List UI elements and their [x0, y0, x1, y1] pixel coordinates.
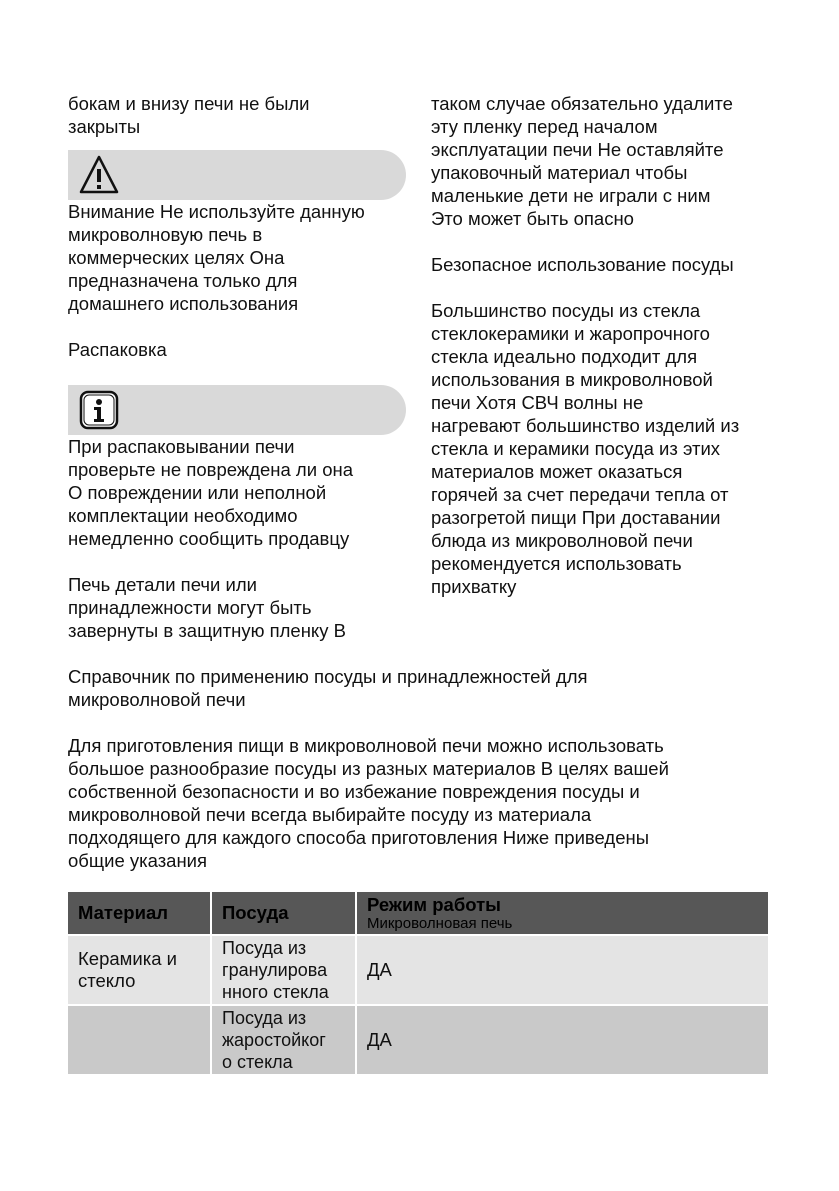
cell-dishes: Посуда из гранулирова нного стекла: [211, 935, 356, 1005]
warning-triangle-icon: [78, 154, 120, 196]
right-column: [431, 92, 776, 598]
header-mode-sub: Микроволновая печь: [367, 915, 513, 932]
table-row: [68, 1005, 769, 1074]
section-heading-unpacking: Распаковка: [68, 339, 167, 360]
paragraph: таком случае обязательно удалите эту пленку перед началом эксплуатации печи Не оставляйте упаковочный материал чтобы маленькие дети не играли с ним Это может быть опасно: [431, 93, 733, 229]
warning-banner: [68, 150, 406, 200]
header-mode-title: Режим работы: [367, 894, 501, 915]
section-heading-guide: Справочник по применению посуды и принадлежностей для микроволновой печи: [68, 666, 588, 710]
cell-microwave: ДА: [356, 1005, 769, 1074]
section-heading-safe-use: Безопасное использование посуды: [431, 254, 734, 275]
header-dishes: Посуда: [211, 892, 356, 935]
info-banner: [68, 385, 406, 435]
header-mode: [356, 892, 769, 935]
table-row: [68, 935, 769, 1005]
header-material: Материал: [68, 892, 211, 935]
paragraph: Для приготовления пищи в микроволновой печи можно использовать большое разнообразие посуды из разных материалов В целях вашей собственной безопасности и во избежание повреждения посуды и микроволновой печи всегда выбирайте посуду из материала подходящего для каждого способа приготовления Ниже приведены общие указания: [68, 735, 669, 871]
left-column: [68, 92, 413, 642]
cookware-table: [68, 892, 770, 1074]
cell-microwave: ДА: [356, 935, 769, 1005]
paragraph: Большинство посуды из стекла стеклокерамики и жаропрочного стекла идеально подходит для использования в микроволновой печи Хотя СВЧ волны не нагревают большинство изделий из стекла и керамики посуда из этих материалов может оказаться горячей за счет передачи тепла от разогретой пищи При доставании блюда из микроволновой печи рекомендуется использовать прихватку: [431, 300, 740, 597]
cell-dishes: Посуда из жаростойког о стекла: [211, 1005, 356, 1074]
cell-material: [68, 1005, 211, 1074]
full-width-section: [68, 665, 768, 872]
paragraph: бокам и внизу печи не были закрыты: [68, 93, 310, 137]
info-icon: [78, 389, 120, 431]
table-header-row: [68, 892, 769, 935]
warning-text: Внимание Не используйте данную микроволновую печь в коммерческих целях Она предназначена только для домашнего использования: [68, 201, 365, 314]
cell-material: Керамика и стекло: [68, 935, 211, 1005]
unpacking-text: При распаковывании печи проверьте не повреждена ли она О повреждении или неполной комплектации необходимо немедленно сообщить продавцу: [68, 436, 353, 549]
paragraph: Печь детали печи или принадлежности могут быть завернуты в защитную пленку В: [68, 574, 346, 641]
